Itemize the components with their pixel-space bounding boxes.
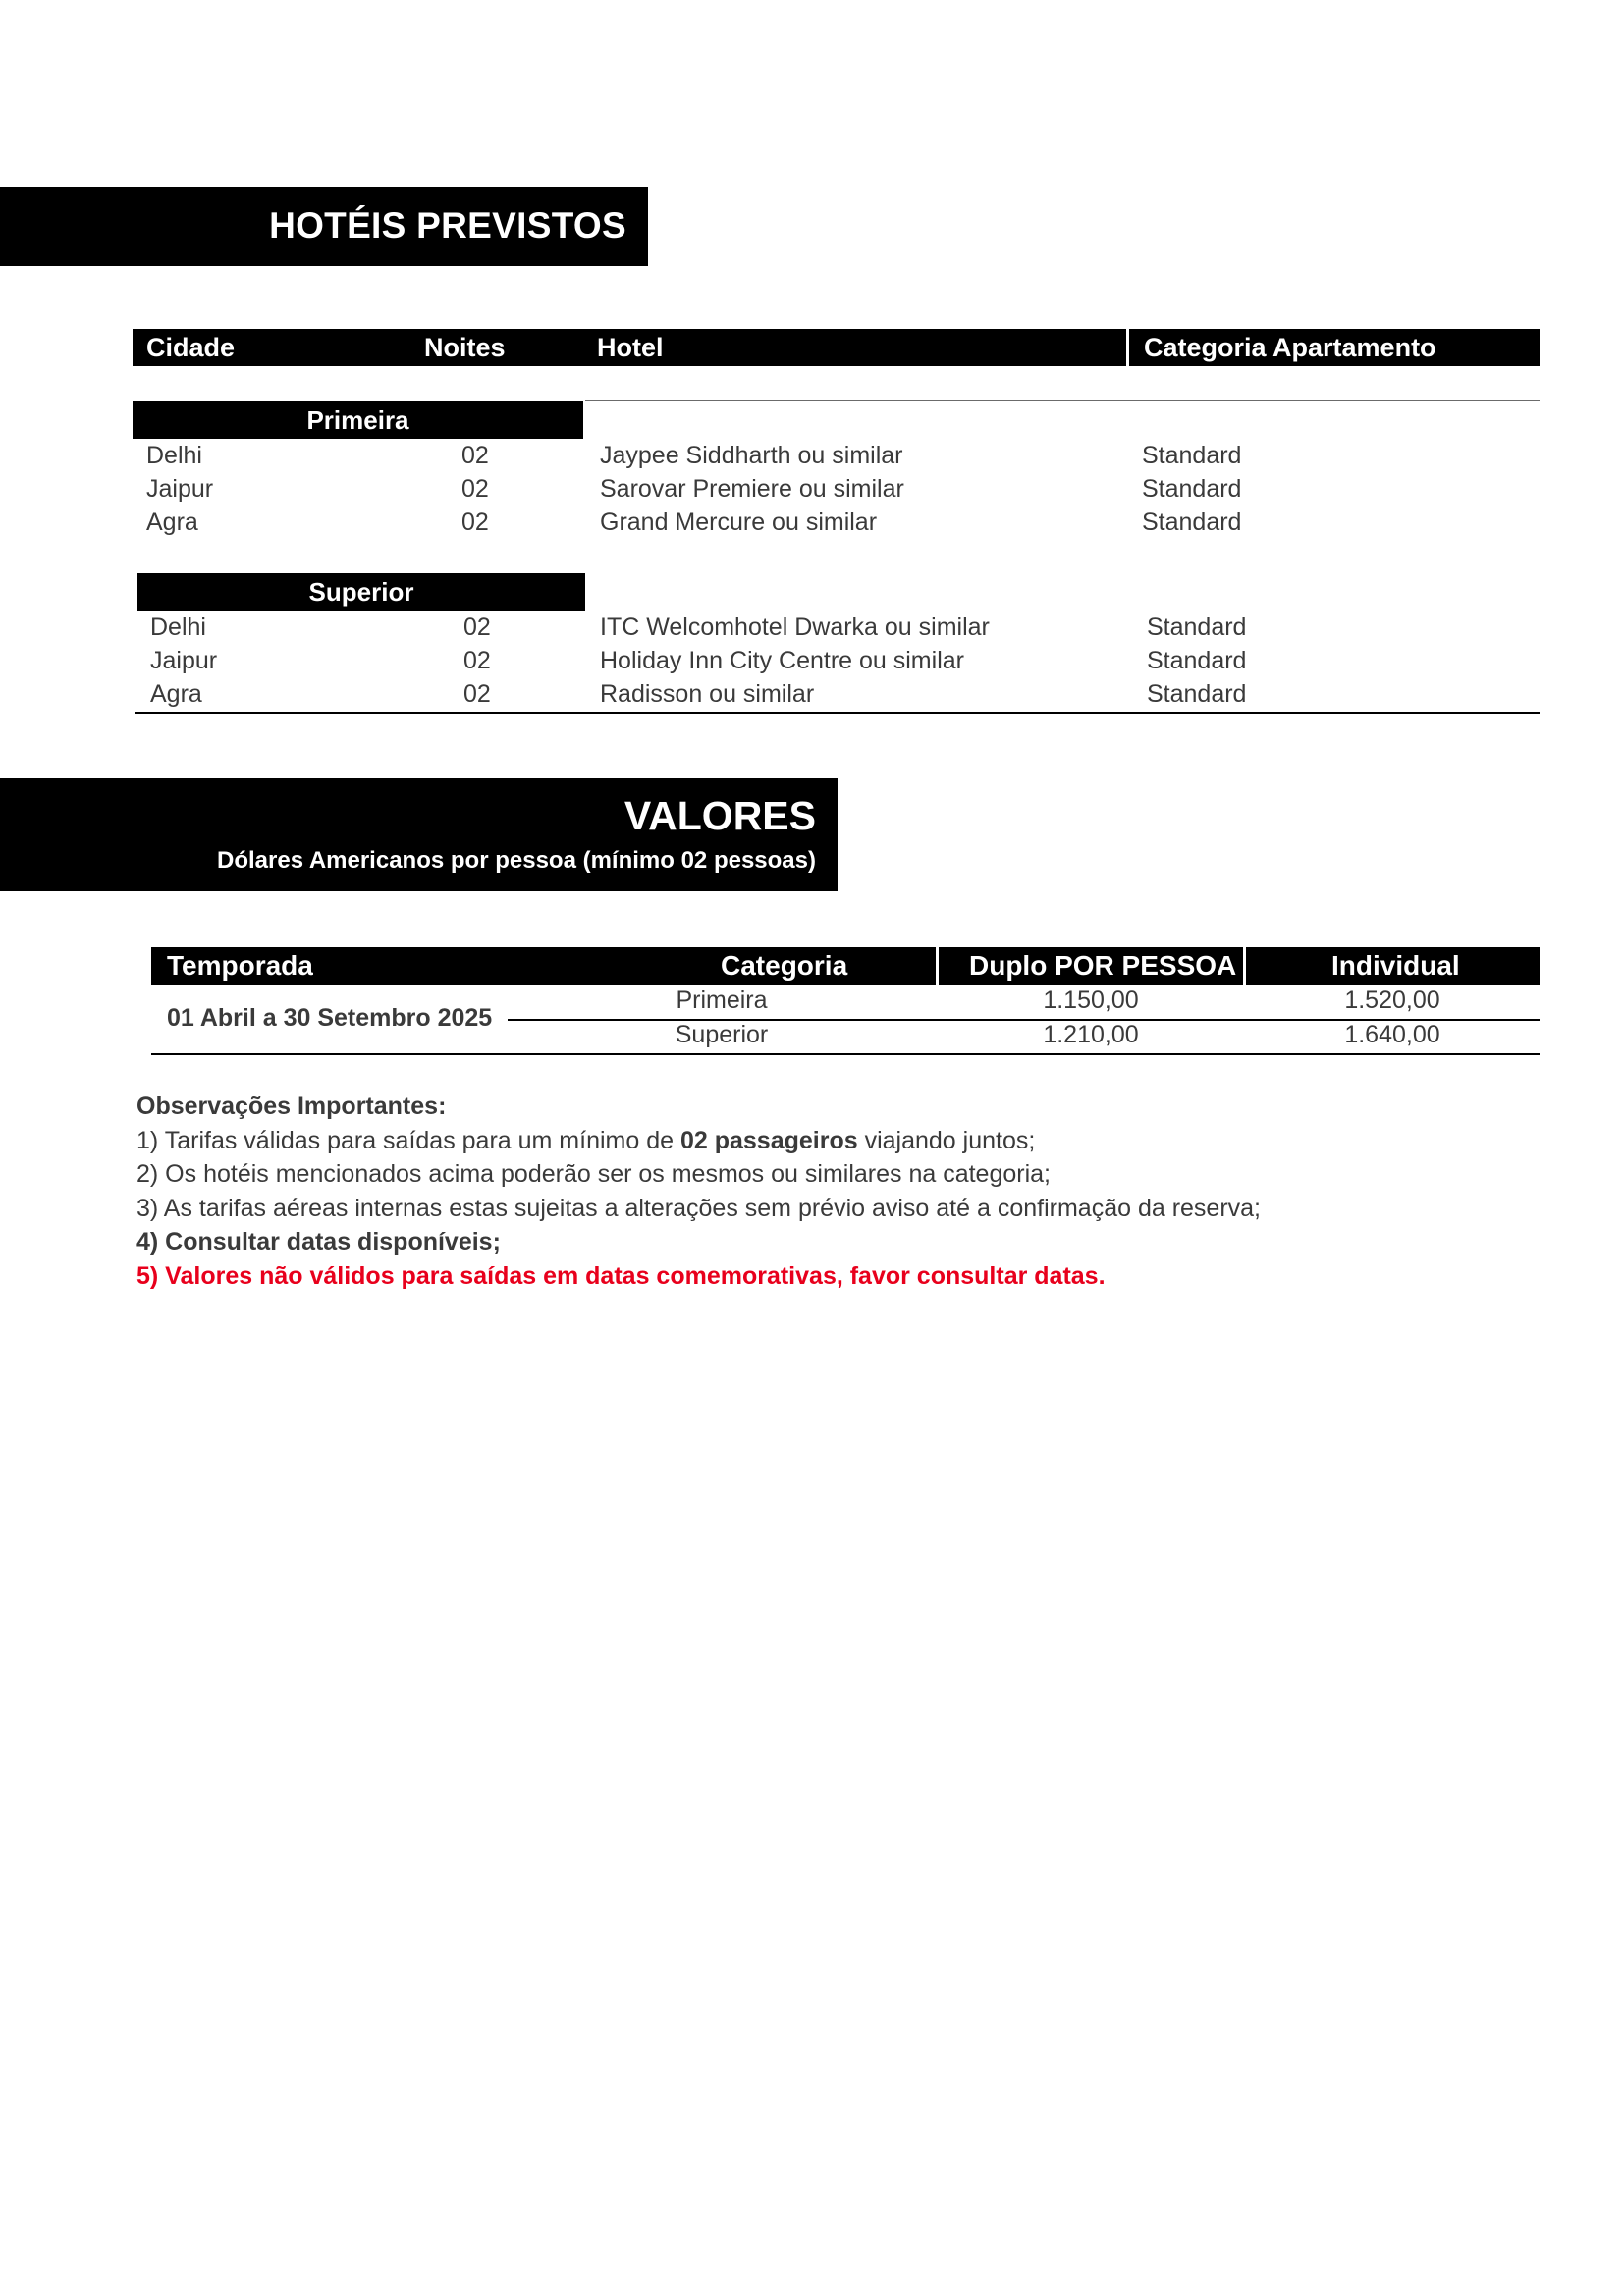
header-categoria: Categoria Apartamento: [1144, 333, 1436, 362]
table-row: [0, 508, 1624, 540]
notes-title: Observações Importantes:: [136, 1093, 447, 1120]
table-row: [0, 1021, 1624, 1052]
cell-cidade: Agra: [146, 508, 198, 536]
valores-title: VALORES: [623, 793, 816, 838]
cell-categoria: Standard: [1142, 475, 1242, 503]
header-temporada: Temporada: [167, 950, 313, 981]
cell-cidade: Jaipur: [150, 647, 218, 674]
note-5: 5) Valores não válidos para saídas em datas comemorativas, favor consultar datas.: [136, 1261, 1106, 1290]
cell-cidade: Agra: [150, 680, 202, 708]
cell-categoria: Superior: [675, 1021, 769, 1048]
cell-categoria: Primeira: [676, 987, 768, 1014]
table-row: [0, 680, 1624, 712]
hotels-table-bottom-rule: [135, 712, 1540, 714]
cell-hotel: Sarovar Premiere ou similar: [600, 475, 904, 503]
cell-duplo: 1.210,00: [1043, 1021, 1139, 1048]
cell-hotel: Holiday Inn City Centre ou similar: [600, 647, 964, 674]
cell-categoria: Standard: [1147, 680, 1247, 708]
header-individual: Individual: [1331, 950, 1460, 981]
cell-noites: 02: [463, 680, 491, 708]
header-separator: [1243, 947, 1246, 985]
cell-individual: 1.640,00: [1344, 1021, 1440, 1048]
header-hotel: Hotel: [597, 333, 664, 362]
header-cidade: Cidade: [146, 333, 236, 362]
cell-noites: 02: [463, 647, 491, 674]
hotels-table-header: [133, 329, 1540, 366]
table-row: [0, 647, 1624, 678]
valores-subtitle: Dólares Americanos por pessoa (mínimo 02 pessoas): [217, 847, 816, 874]
note-1-tail: viajando juntos;: [857, 1126, 1036, 1154]
header-categoria: Categoria: [721, 950, 848, 981]
header-separator: [936, 947, 939, 985]
cell-hotel: ITC Welcomhotel Dwarka ou similar: [600, 614, 990, 641]
group-label-primeira: Primeira: [133, 401, 583, 439]
cell-noites: 02: [461, 475, 489, 503]
note-3: 3) As tarifas aéreas internas estas sujeitas a alterações sem prévio aviso até a confirmação da reserva;: [136, 1194, 1262, 1222]
group-label-superior: Superior: [137, 573, 585, 611]
note-4: 4) Consultar datas disponíveis;: [136, 1228, 501, 1255]
cell-noites: 02: [461, 508, 489, 536]
note-2: 2) Os hotéis mencionados acima poderão ser os mesmos ou similares na categoria;: [136, 1160, 1051, 1188]
cell-hotel: Grand Mercure ou similar: [600, 508, 878, 536]
prices-table-bottom-rule: [151, 1053, 1540, 1055]
note-1-emphasis: 02 passageiros: [679, 1126, 858, 1154]
header-noites: Noites: [424, 333, 506, 362]
table-row: [0, 475, 1624, 507]
cell-hotel: Jaypee Siddharth ou similar: [600, 442, 903, 469]
valores-title-bar: [0, 778, 838, 891]
prices-table-header: [151, 947, 1540, 985]
table-row: [0, 614, 1624, 645]
cell-duplo: 1.150,00: [1043, 987, 1139, 1014]
cell-categoria: Standard: [1147, 647, 1247, 674]
hoteis-title: HOTÉIS PREVISTOS: [269, 205, 626, 245]
season-label: 01 Abril a 30 Setembro 2025: [167, 1004, 493, 1032]
header-duplo: Duplo POR PESSOA: [969, 950, 1237, 981]
header-separator: [1126, 329, 1129, 366]
cell-categoria: Standard: [1142, 508, 1242, 536]
cell-individual: 1.520,00: [1344, 987, 1440, 1014]
table-row: [0, 442, 1624, 473]
note-1: [136, 1124, 1261, 1158]
cell-categoria: Standard: [1142, 442, 1242, 469]
cell-hotel: Radisson ou similar: [600, 680, 815, 708]
cell-cidade: Delhi: [146, 442, 202, 469]
cell-cidade: Jaipur: [146, 475, 214, 503]
table-row: [0, 987, 1624, 1018]
cell-noites: 02: [461, 442, 489, 469]
cell-noites: 02: [463, 614, 491, 641]
hoteis-title-bar: [0, 187, 648, 266]
group-divider: [585, 400, 1540, 401]
note-1-text: 1) Tarifas válidas para saídas para um mínimo de: [136, 1126, 680, 1154]
cell-cidade: Delhi: [150, 614, 206, 641]
notes-block: [136, 1090, 1261, 1293]
cell-categoria: Standard: [1147, 614, 1247, 641]
